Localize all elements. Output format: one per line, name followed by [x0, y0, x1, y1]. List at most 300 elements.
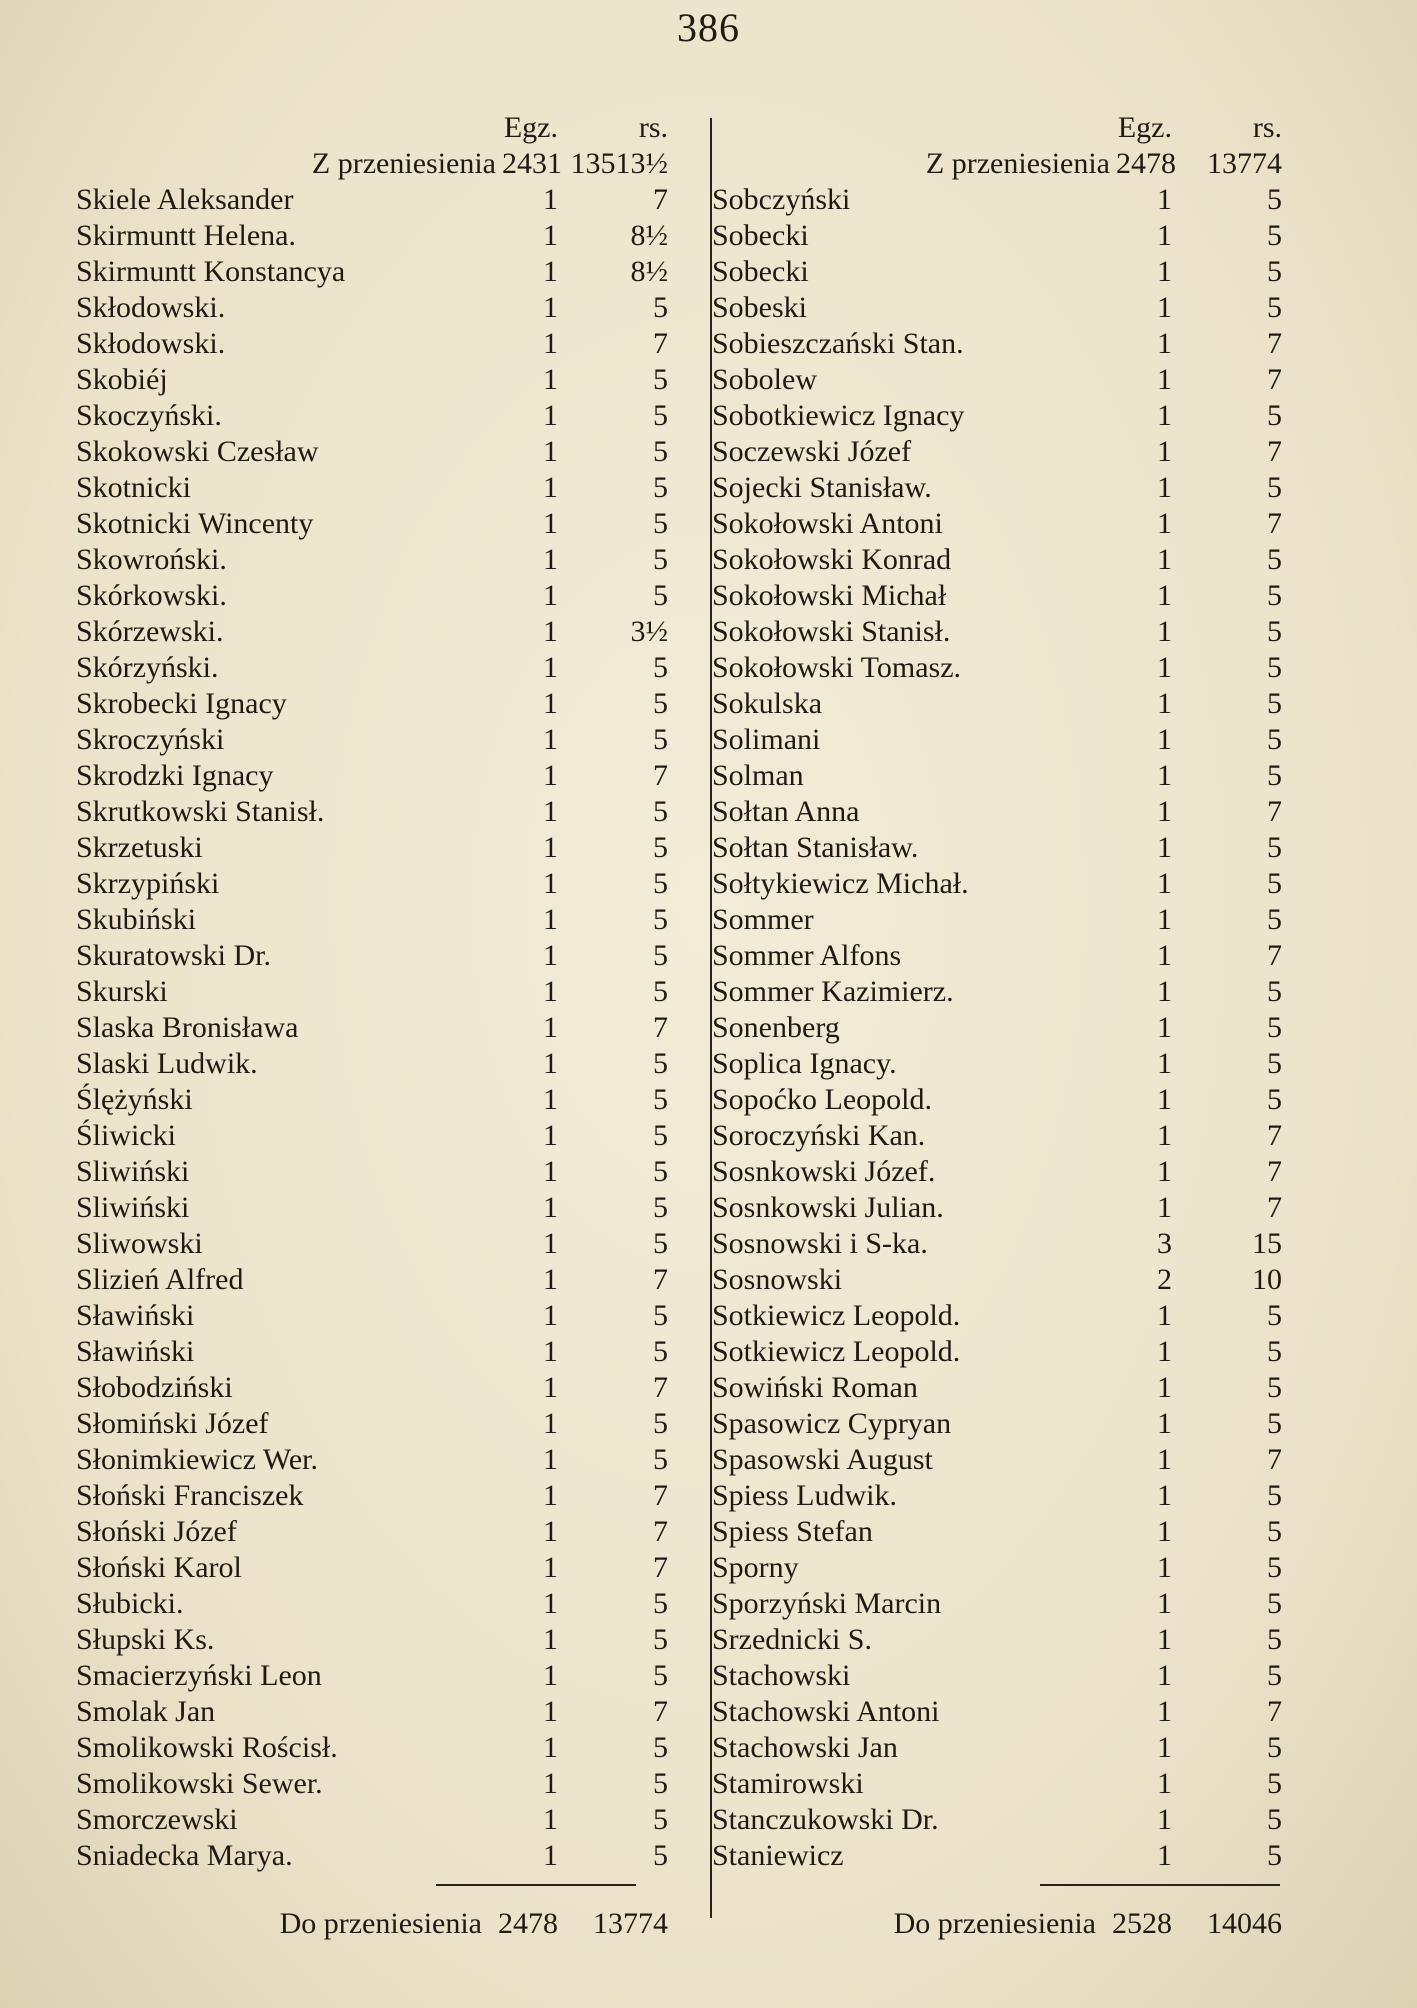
entry-rs: 5	[653, 1623, 668, 1656]
entry-egz: 1	[1157, 471, 1172, 504]
entry-name: Srzednicki S.	[712, 1623, 872, 1656]
ledger-entry	[690, 1262, 1282, 1298]
entry-egz: 1	[1157, 1695, 1172, 1728]
entry-egz: 1	[543, 687, 558, 720]
entry-name: Sokołowski Stanisł.	[712, 615, 951, 648]
ledger-entry	[690, 398, 1282, 434]
entry-egz: 1	[543, 867, 558, 900]
ledger-entry	[690, 1154, 1282, 1190]
entry-egz: 1	[543, 507, 558, 540]
entry-egz: 1	[1157, 1803, 1172, 1836]
ledger-entry	[76, 902, 668, 938]
entry-name: Smolikowski Rościsł.	[76, 1731, 338, 1764]
entry-name: Skobiéj	[76, 363, 168, 396]
entry-rs: 5	[1267, 1083, 1282, 1116]
entry-name: Slaska Bronisława	[76, 1011, 299, 1044]
entry-rs: 5	[653, 723, 668, 756]
entry-rs: 5	[1267, 1623, 1282, 1656]
entry-rs: 5	[653, 975, 668, 1008]
entry-egz: 1	[543, 723, 558, 756]
ledger-entry	[690, 1334, 1282, 1370]
ledger-entry	[690, 902, 1282, 938]
carry-in-rs: 13513½	[570, 147, 668, 180]
entry-name: Sokołowski Konrad	[712, 543, 952, 576]
entry-name: Sliwiński	[76, 1191, 190, 1224]
entry-name: Sobieszczański Stan.	[712, 327, 964, 360]
entry-name: Sobotkiewicz Ignacy	[712, 399, 965, 432]
entry-name: Sommer	[712, 903, 814, 936]
carry-out-egz: 2478	[498, 1907, 558, 1940]
entry-name: Ślężyński	[76, 1083, 193, 1116]
entry-egz: 1	[1157, 1335, 1172, 1368]
entry-name: Skubiński	[76, 903, 197, 936]
entry-egz: 1	[543, 183, 558, 216]
entry-egz: 1	[1157, 255, 1172, 288]
entry-rs: 5	[1267, 615, 1282, 648]
entry-egz: 1	[543, 939, 558, 972]
entry-egz: 1	[1157, 579, 1172, 612]
carry-out-label: Do przeniesienia	[893, 1907, 1096, 1940]
entry-name: Sopoćko Leopold.	[712, 1083, 932, 1116]
entry-rs: 7	[1267, 435, 1282, 468]
entry-name: Soczewski Józef	[712, 435, 912, 468]
ledger-entry	[690, 470, 1282, 506]
ledger-entry	[76, 1334, 668, 1370]
entry-rs: 5	[1267, 1515, 1282, 1548]
entry-name: Sołtan Anna	[712, 795, 860, 828]
entry-rs: 5	[1267, 1551, 1282, 1584]
entry-name: Sommer Kazimierz.	[712, 975, 954, 1008]
carry-out-rs: 13774	[593, 1907, 668, 1940]
ledger-entry	[76, 254, 668, 290]
entry-egz: 1	[1157, 1551, 1172, 1584]
entry-rs: 5	[1267, 579, 1282, 612]
entry-rs: 3½	[630, 615, 668, 648]
entry-rs: 7	[1267, 1119, 1282, 1152]
carry-in-row	[690, 146, 1282, 182]
rs-header: rs.	[638, 111, 668, 144]
entry-rs: 5	[1267, 219, 1282, 252]
ledger-entry	[76, 1118, 668, 1154]
entry-rs: 5	[653, 1731, 668, 1764]
entry-egz: 1	[543, 795, 558, 828]
ledger-entry	[76, 434, 668, 470]
entry-egz: 1	[543, 903, 558, 936]
entry-name: Skroczyński	[76, 723, 225, 756]
entry-rs: 5	[653, 1587, 668, 1620]
ledger-entry	[690, 506, 1282, 542]
ledger-entry	[76, 1730, 668, 1766]
ledger-entry	[76, 1226, 668, 1262]
ledger-entry	[690, 1190, 1282, 1226]
ledger-entry	[690, 1838, 1282, 1874]
entry-name: Spasowicz Cypryan	[712, 1407, 952, 1440]
entry-egz: 1	[543, 1299, 558, 1332]
entry-rs: 5	[1267, 759, 1282, 792]
entry-rs: 5	[653, 1443, 668, 1476]
ledger-entry	[76, 398, 668, 434]
entry-name: Skowroński.	[76, 543, 227, 576]
entry-egz: 1	[543, 1443, 558, 1476]
entry-name: Stanczukowski Dr.	[712, 1803, 939, 1836]
entry-egz: 1	[543, 975, 558, 1008]
ledger-entry	[690, 650, 1282, 686]
entry-egz: 1	[543, 1659, 558, 1692]
entry-name: Solman	[712, 759, 804, 792]
entry-name: Sławiński	[76, 1299, 195, 1332]
entry-rs: 5	[653, 507, 668, 540]
entry-name: Skrzypiński	[76, 867, 220, 900]
entry-egz: 1	[1157, 867, 1172, 900]
ledger-entry	[76, 1154, 668, 1190]
entry-egz: 1	[543, 471, 558, 504]
entry-name: Skrutkowski Stanisł.	[76, 795, 325, 828]
entry-name: Sotkiewicz Leopold.	[712, 1299, 961, 1332]
entry-rs: 7	[653, 1515, 668, 1548]
carry-in-rs: 13774	[1207, 147, 1282, 180]
ledger-entry	[690, 1622, 1282, 1658]
ledger-entry	[690, 1514, 1282, 1550]
entry-egz: 1	[1157, 1119, 1172, 1152]
entry-rs: 5	[1267, 651, 1282, 684]
entry-egz: 1	[1157, 435, 1172, 468]
ledger-entry	[690, 1442, 1282, 1478]
entry-name: Soroczyński Kan.	[712, 1119, 926, 1152]
entry-rs: 5	[653, 831, 668, 864]
entry-rs: 10	[1252, 1263, 1282, 1296]
entry-name: Stachowski Antoni	[712, 1695, 940, 1728]
ledger-entry	[690, 1694, 1282, 1730]
ledger-entry	[76, 1514, 668, 1550]
carry-in-label: Z przeniesienia	[311, 147, 496, 180]
ledger-entry	[76, 1442, 668, 1478]
entry-name: Skrzetuski	[76, 831, 203, 864]
entry-rs: 5	[653, 1767, 668, 1800]
entry-name: Słupski Ks.	[76, 1623, 215, 1656]
carry-in-label: Z przeniesienia	[925, 147, 1110, 180]
entry-rs: 5	[653, 1803, 668, 1836]
entry-egz: 1	[543, 363, 558, 396]
entry-rs: 5	[1267, 1335, 1282, 1368]
entry-egz: 1	[1157, 1047, 1172, 1080]
entry-name: Skłodowski.	[76, 291, 226, 324]
ledger-entry	[690, 794, 1282, 830]
entry-egz: 1	[1157, 1299, 1172, 1332]
entry-rs: 5	[1267, 1803, 1282, 1836]
ledger-entry	[76, 614, 668, 650]
entry-egz: 1	[543, 831, 558, 864]
entry-name: Sowiński Roman	[712, 1371, 918, 1404]
ledger-entry	[76, 1622, 668, 1658]
carry-out-label: Do przeniesienia	[279, 1907, 482, 1940]
entry-name: Skłodowski.	[76, 327, 226, 360]
entry-rs: 5	[653, 579, 668, 612]
entry-rs: 7	[1267, 1155, 1282, 1188]
entry-egz: 2	[1157, 1263, 1172, 1296]
entry-name: Słoński Franciszek	[76, 1479, 304, 1512]
entry-list	[690, 182, 1282, 1874]
entry-name: Słonimkiewicz Wer.	[76, 1443, 318, 1476]
entry-name: Stamirowski	[712, 1767, 864, 1800]
total-rule	[1040, 1884, 1280, 1886]
ledger-entry	[690, 722, 1282, 758]
total-rule	[436, 1884, 636, 1886]
entry-rs: 7	[1267, 939, 1282, 972]
ledger-entry	[690, 758, 1282, 794]
entry-name: Sołtan Stanisław.	[712, 831, 919, 864]
entry-name: Spasowski August	[712, 1443, 933, 1476]
entry-egz: 1	[1157, 1731, 1172, 1764]
entry-egz: 1	[1157, 1587, 1172, 1620]
entry-name: Sliwiński	[76, 1155, 190, 1188]
entry-egz: 1	[1157, 1767, 1172, 1800]
ledger-entry	[76, 1370, 668, 1406]
ledger-entry	[690, 1046, 1282, 1082]
ledger-entry	[76, 1082, 668, 1118]
entry-rs: 5	[1267, 399, 1282, 432]
ledger-entry	[76, 1262, 668, 1298]
entry-rs: 5	[1267, 1479, 1282, 1512]
entry-rs: 5	[653, 903, 668, 936]
entry-egz: 1	[1157, 543, 1172, 576]
rs-header: rs.	[1252, 111, 1282, 144]
entry-egz: 1	[543, 1263, 558, 1296]
entry-name: Stachowski Jan	[712, 1731, 898, 1764]
entry-egz: 1	[543, 1047, 558, 1080]
ledger-entry	[690, 866, 1282, 902]
ledger-entry	[76, 866, 668, 902]
entry-rs: 5	[1267, 1371, 1282, 1404]
ledger-entry	[690, 542, 1282, 578]
entry-rs: 7	[653, 1371, 668, 1404]
entry-egz: 1	[1157, 1155, 1172, 1188]
carry-in-egz: 2478	[1116, 147, 1176, 180]
entry-egz: 1	[1157, 1515, 1172, 1548]
entry-egz: 1	[543, 1083, 558, 1116]
entry-rs: 5	[1267, 1767, 1282, 1800]
ledger-entry	[690, 254, 1282, 290]
egz-header: Egz.	[503, 111, 558, 144]
entry-egz: 1	[543, 1191, 558, 1224]
entry-rs: 7	[653, 1695, 668, 1728]
ledger-entry	[76, 218, 668, 254]
entry-name: Sławiński	[76, 1335, 195, 1368]
entry-rs: 5	[653, 1227, 668, 1260]
ledger-entry	[690, 218, 1282, 254]
ledger-entry	[76, 974, 668, 1010]
ledger-entry	[76, 1550, 668, 1586]
entry-egz: 1	[543, 1839, 558, 1872]
ledger-entry	[76, 1658, 668, 1694]
entry-rs: 5	[1267, 1047, 1282, 1080]
entry-rs: 5	[1267, 1659, 1282, 1692]
carry-out-row	[690, 1904, 1282, 1944]
ledger-entry	[76, 1586, 668, 1622]
entry-name: Słoński Józef	[76, 1515, 237, 1548]
entry-name: Sobecki	[712, 255, 809, 288]
entry-rs: 5	[653, 399, 668, 432]
entry-egz: 1	[543, 543, 558, 576]
entry-egz: 1	[1157, 291, 1172, 324]
entry-egz: 1	[543, 1803, 558, 1836]
entry-name: Sliwowski	[76, 1227, 203, 1260]
entry-name: Sonenberg	[712, 1011, 840, 1044]
ledger-entry	[690, 362, 1282, 398]
entry-rs: 8½	[630, 219, 668, 252]
entry-egz: 1	[1157, 219, 1172, 252]
entry-name: Sobczyński	[712, 183, 851, 216]
ledger-entry	[76, 326, 668, 362]
ledger-entry	[690, 1550, 1282, 1586]
ledger-entry	[76, 182, 668, 218]
entry-name: Słobodziński	[76, 1371, 233, 1404]
entry-rs: 7	[653, 1263, 668, 1296]
entry-name: Słubicki.	[76, 1587, 184, 1620]
entry-name: Sołtykiewicz Michał.	[712, 867, 969, 900]
entry-egz: 1	[543, 615, 558, 648]
entry-name: Skotnicki	[76, 471, 192, 504]
entry-egz: 1	[543, 1227, 558, 1260]
ledger-entry	[76, 1190, 668, 1226]
ledger-entry	[76, 1406, 668, 1442]
entry-egz: 1	[543, 1695, 558, 1728]
entry-egz: 1	[1157, 183, 1172, 216]
entry-rs: 5	[1267, 471, 1282, 504]
column-header	[690, 110, 1282, 146]
carry-in-row	[76, 146, 668, 182]
entry-name: Sporzyński Marcin	[712, 1587, 942, 1620]
entry-egz: 1	[543, 651, 558, 684]
entry-name: Skoczyński.	[76, 399, 222, 432]
entry-rs: 5	[653, 1659, 668, 1692]
entry-name: Skrodzki Ignacy	[76, 759, 274, 792]
entry-rs: 5	[1267, 543, 1282, 576]
ledger-entry	[690, 1478, 1282, 1514]
entry-rs: 7	[1267, 327, 1282, 360]
entry-name: Słomiński Józef	[76, 1407, 269, 1440]
ledger-entry	[76, 830, 668, 866]
entry-egz: 1	[543, 1335, 558, 1368]
entry-name: Skotnicki Wincenty	[76, 507, 314, 540]
ledger-entry	[690, 1118, 1282, 1154]
ledger-entry	[76, 1010, 668, 1046]
entry-rs: 7	[653, 183, 668, 216]
entry-egz: 1	[543, 219, 558, 252]
entry-egz: 1	[543, 291, 558, 324]
entry-name: Skuratowski Dr.	[76, 939, 271, 972]
entry-egz: 1	[1157, 795, 1172, 828]
entry-name: Stachowski	[712, 1659, 851, 1692]
left-column	[76, 110, 668, 1944]
entry-name: Skiele Aleksander	[76, 183, 294, 216]
ledger-entry	[690, 578, 1282, 614]
ledger-entry	[76, 1694, 668, 1730]
ledger-entry	[690, 1586, 1282, 1622]
entry-list	[76, 182, 668, 1874]
entry-name: Sosnowski	[712, 1263, 843, 1296]
ledger-entry	[690, 182, 1282, 218]
entry-rs: 5	[653, 1047, 668, 1080]
entry-rs: 5	[1267, 1587, 1282, 1620]
entry-rs: 5	[1267, 1407, 1282, 1440]
entry-rs: 7	[1267, 1191, 1282, 1224]
entry-rs: 7	[1267, 1695, 1282, 1728]
ledger-entry	[76, 290, 668, 326]
ledger-entry	[690, 614, 1282, 650]
entry-egz: 1	[1157, 1659, 1172, 1692]
column-header	[76, 110, 668, 146]
entry-name: Sobecki	[712, 219, 809, 252]
entry-egz: 1	[1157, 1011, 1172, 1044]
carry-out-rs: 14046	[1207, 1907, 1282, 1940]
entry-name: Sosnowski i S-ka.	[712, 1227, 928, 1260]
entry-egz: 1	[543, 1119, 558, 1152]
entry-egz: 1	[1157, 759, 1172, 792]
entry-rs: 5	[1267, 255, 1282, 288]
entry-rs: 5	[653, 471, 668, 504]
entry-egz: 1	[543, 759, 558, 792]
entry-egz: 1	[1157, 507, 1172, 540]
entry-rs: 5	[1267, 975, 1282, 1008]
ledger-entry	[76, 650, 668, 686]
entry-egz: 1	[1157, 939, 1172, 972]
entry-name: Smorczewski	[76, 1803, 238, 1836]
entry-name: Sokulska	[712, 687, 823, 720]
ledger-entry	[690, 434, 1282, 470]
entry-rs: 5	[1267, 1731, 1282, 1764]
entry-egz: 1	[1157, 1839, 1172, 1872]
entry-rs: 5	[653, 687, 668, 720]
entry-rs: 5	[653, 1155, 668, 1188]
entry-rs: 8½	[630, 255, 668, 288]
entry-rs: 7	[653, 1551, 668, 1584]
entry-rs: 5	[653, 435, 668, 468]
ledger-entry	[76, 686, 668, 722]
entry-name: Sniadecka Marya.	[76, 1839, 293, 1872]
entry-name: Sokołowski Tomasz.	[712, 651, 962, 684]
entry-egz: 1	[543, 327, 558, 360]
entry-name: Staniewicz	[712, 1839, 844, 1872]
ledger-entry	[76, 794, 668, 830]
entry-rs: 7	[653, 327, 668, 360]
entry-name: Sokołowski Antoni	[712, 507, 943, 540]
ledger-entry	[76, 1046, 668, 1082]
ledger-entry	[690, 938, 1282, 974]
entry-name: Słoński Karol	[76, 1551, 242, 1584]
entry-rs: 5	[653, 1407, 668, 1440]
entry-egz: 1	[1157, 1479, 1172, 1512]
ledger-entry	[76, 1838, 668, 1874]
entry-name: Skrobecki Ignacy	[76, 687, 287, 720]
entry-rs: 5	[1267, 687, 1282, 720]
entry-rs: 7	[1267, 363, 1282, 396]
entry-egz: 1	[543, 579, 558, 612]
ledger-entry	[76, 722, 668, 758]
entry-egz: 1	[543, 1731, 558, 1764]
entry-egz: 1	[543, 1623, 558, 1656]
entry-name: Slizień Alfred	[76, 1263, 244, 1296]
entry-name: Sobolew	[712, 363, 817, 396]
entry-rs: 5	[653, 363, 668, 396]
entry-egz: 1	[543, 1155, 558, 1188]
entry-egz: 1	[1157, 651, 1172, 684]
entry-rs: 5	[653, 543, 668, 576]
egz-header: Egz.	[1117, 111, 1172, 144]
carry-out-egz: 2528	[1112, 1907, 1172, 1940]
ledger-entry	[76, 1298, 668, 1334]
entry-rs: 15	[1252, 1227, 1282, 1260]
entry-egz: 1	[1157, 1407, 1172, 1440]
